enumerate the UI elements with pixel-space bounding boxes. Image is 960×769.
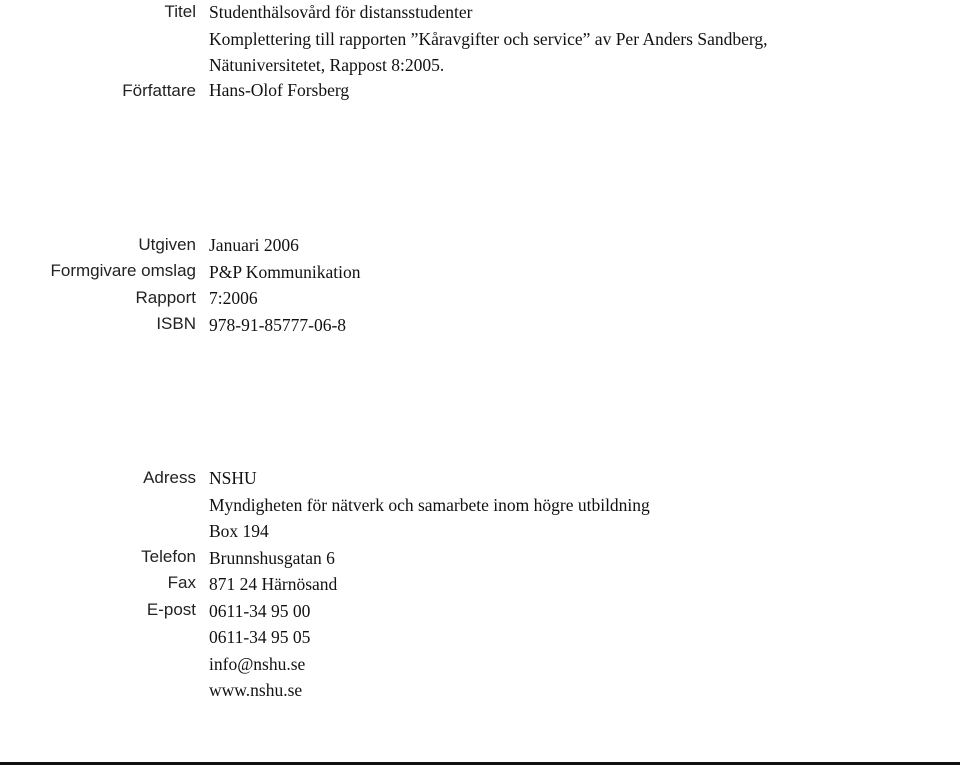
title-line: Komplettering till rapporten ”Kåravgifter och service” av Per Anders Sandberg, [209,28,768,49]
label-cover-designer: Formgivare omslag [50,261,196,280]
address-line: 871 24 Härnösand [209,574,338,594]
email-value[interactable]: info@nshu.se [209,653,306,674]
label-fax: Fax [167,573,196,592]
phone-value: 0611-34 95 00 [209,600,311,621]
isbn-value: 978-91-85777-06-8 [209,314,347,335]
author-name: Hans-Olof Forsberg [209,80,350,100]
title-line: Nätuniversitetet, Rappost 8:2005. [209,55,445,75]
cover-designer-value: P&P Kommunikation [209,261,361,282]
label-author: Författare [122,81,196,100]
title-block [209,0,768,79]
address-line: Myndigheten för nätverk och samarbete inom högre utbildning [209,494,650,515]
title-line: Studenthälsovård för distansstudenter [209,2,473,22]
label-title: Titel [164,2,196,21]
label-address: Adress [143,468,196,487]
label-email: E-post [146,600,196,619]
address-line: NSHU [209,468,257,488]
address-block [209,465,650,704]
address-line: Box 194 [209,521,269,541]
fax-value: 0611-34 95 05 [209,627,311,647]
label-isbn: ISBN [156,314,196,333]
report-value: 7:2006 [209,288,258,308]
published-value: Januari 2006 [209,235,299,255]
author-value [209,77,349,104]
bottom-rule [0,762,960,765]
label-phone: Telefon [141,547,196,566]
publication-values [209,232,361,338]
label-report: Rapport [135,288,196,307]
address-line: Brunnshusgatan 6 [209,547,335,568]
website-value[interactable]: www.nshu.se [209,680,303,700]
label-published: Utgiven [138,235,196,254]
